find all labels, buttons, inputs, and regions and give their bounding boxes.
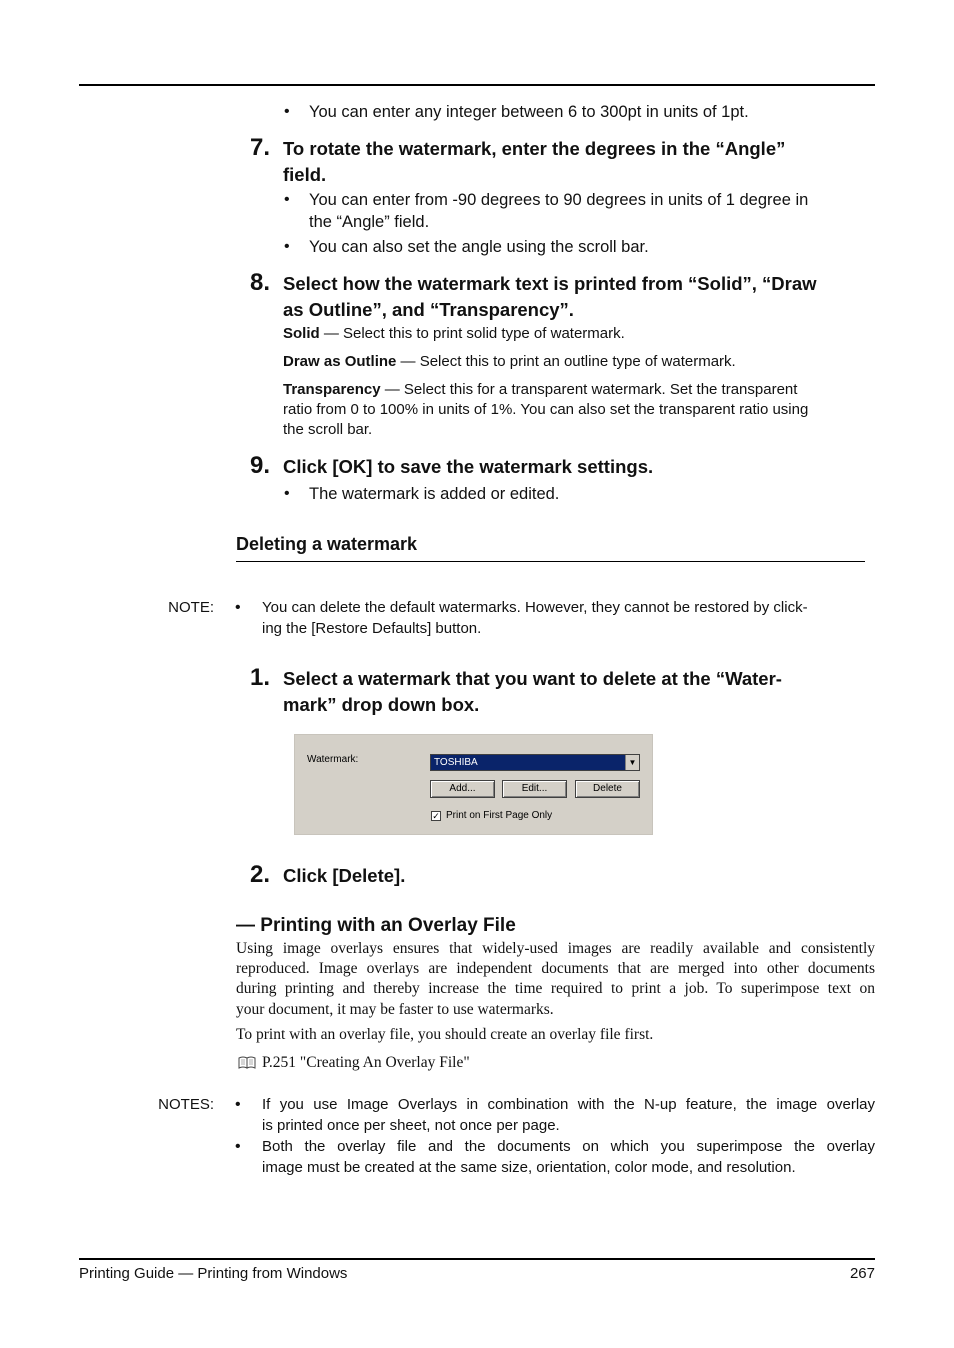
- bullet-text: the “Angle” field.: [309, 213, 430, 231]
- step-title: To rotate the watermark, enter the degrees in the “Angle”: [283, 138, 786, 159]
- bullet-marker: •: [284, 238, 290, 255]
- definition-transparency: [283, 380, 797, 400]
- step-title: mark” drop down box.: [283, 694, 480, 715]
- step-title: field.: [283, 164, 327, 185]
- page-number: 267: [849, 1265, 875, 1282]
- watermark-dropdown-value: TOSHIBA: [434, 757, 478, 768]
- step-number: 9.: [250, 452, 271, 479]
- note-label: NOTE:: [168, 599, 214, 616]
- definition-term: Transparency: [283, 381, 381, 398]
- step-title: Select a watermark that you want to delete at the “Water-: [283, 668, 782, 689]
- note-text: Both the overlay file and the documents on which you superimpose the overlay: [262, 1138, 875, 1155]
- bullet-marker: •: [284, 485, 290, 502]
- bullet-marker: •: [284, 191, 290, 208]
- overlay-paragraph-line: your document, it may be faster to use watermarks.: [236, 1001, 554, 1018]
- note-text: You can delete the default watermarks. However, they cannot be restored by click-: [262, 599, 808, 616]
- note-text: ing the [Restore Defaults] button.: [262, 620, 482, 637]
- step-title: as Outline”, and “Transparency”.: [283, 299, 574, 320]
- definition-text: ratio from 0 to 100% in units of 1%. You can also set the transparent ratio using: [283, 401, 809, 418]
- notes-label: NOTES:: [158, 1096, 214, 1113]
- header-rule: [79, 84, 875, 86]
- definition-outline: [283, 352, 736, 372]
- step-number: 7.: [250, 134, 271, 161]
- note-text: is printed once per sheet, not once per page.: [262, 1117, 560, 1134]
- definition-solid: [283, 324, 625, 344]
- bullet-text: You can enter from -90 degrees to 90 degrees in units of 1 degree in: [309, 191, 809, 209]
- definition-term: Solid: [283, 325, 320, 342]
- bullet-marker: •: [284, 103, 290, 120]
- definition-text: the scroll bar.: [283, 421, 373, 438]
- delete-button[interactable]: Delete: [575, 780, 640, 798]
- footer-rule: [79, 1258, 875, 1260]
- watermark-label: Watermark:: [307, 754, 359, 765]
- step-title: Click [OK] to save the watermark settings.: [283, 456, 654, 477]
- print-first-page-checkbox[interactable]: ✓: [432, 811, 440, 821]
- bullet-text: The watermark is added or edited.: [309, 485, 560, 503]
- overlay-paragraph-line: reproduced. Image overlays are independent documents that are merged into other documents: [236, 960, 875, 977]
- bullet-marker: •: [235, 1096, 241, 1113]
- step-number: 1.: [250, 664, 271, 691]
- footer-title: Printing Guide — Printing from Windows: [79, 1265, 348, 1282]
- definition-text: — Select this to print an outline type of watermark.: [396, 353, 736, 370]
- section-rule: [236, 561, 865, 562]
- bullet-text: You can also set the angle using the scroll bar.: [309, 238, 649, 256]
- reference-link[interactable]: P.251 "Creating An Overlay File": [262, 1054, 470, 1071]
- watermark-dropdown[interactable]: [430, 754, 640, 771]
- overlay-paragraph-line: Using image overlays ensures that widely-used images are readily available and consistently: [236, 940, 875, 957]
- definition-text: — Select this to print solid type of watermark.: [319, 325, 625, 342]
- definition-text: — Select this for a transparent watermark. Set the transparent: [380, 381, 798, 398]
- chevron-down-icon[interactable]: ▼: [625, 755, 639, 770]
- overlay-paragraph: To print with an overlay file, you should create an overlay file first.: [236, 1026, 654, 1043]
- section-heading: — Printing with an Overlay File: [236, 915, 516, 936]
- step-number: 2.: [250, 861, 271, 888]
- step-number: 8.: [250, 269, 271, 296]
- bullet-marker: •: [235, 599, 241, 616]
- definition-term: Draw as Outline: [283, 353, 397, 370]
- step-title: Click [Delete].: [283, 865, 406, 886]
- note-text: image must be created at the same size, orientation, color mode, and resolution.: [262, 1159, 796, 1176]
- note-text: If you use Image Overlays in combination with the N-up feature, the image overlay: [262, 1096, 875, 1113]
- bullet-marker: •: [235, 1138, 241, 1155]
- book-icon: [238, 1056, 256, 1069]
- top-bullet-text: You can enter any integer between 6 to 300pt in units of 1pt.: [309, 103, 749, 121]
- watermark-dialog-screenshot: [294, 734, 653, 835]
- add-button[interactable]: Add...: [430, 780, 495, 798]
- edit-button[interactable]: Edit...: [502, 780, 567, 798]
- step-title: Select how the watermark text is printed from “Solid”, “Draw: [283, 273, 817, 294]
- print-first-page-label: Print on First Page Only: [446, 810, 553, 821]
- overlay-paragraph-line: during printing and thereby increase the time required to print a job. To superimpose text on: [236, 980, 875, 997]
- section-heading: Deleting a watermark: [236, 534, 418, 554]
